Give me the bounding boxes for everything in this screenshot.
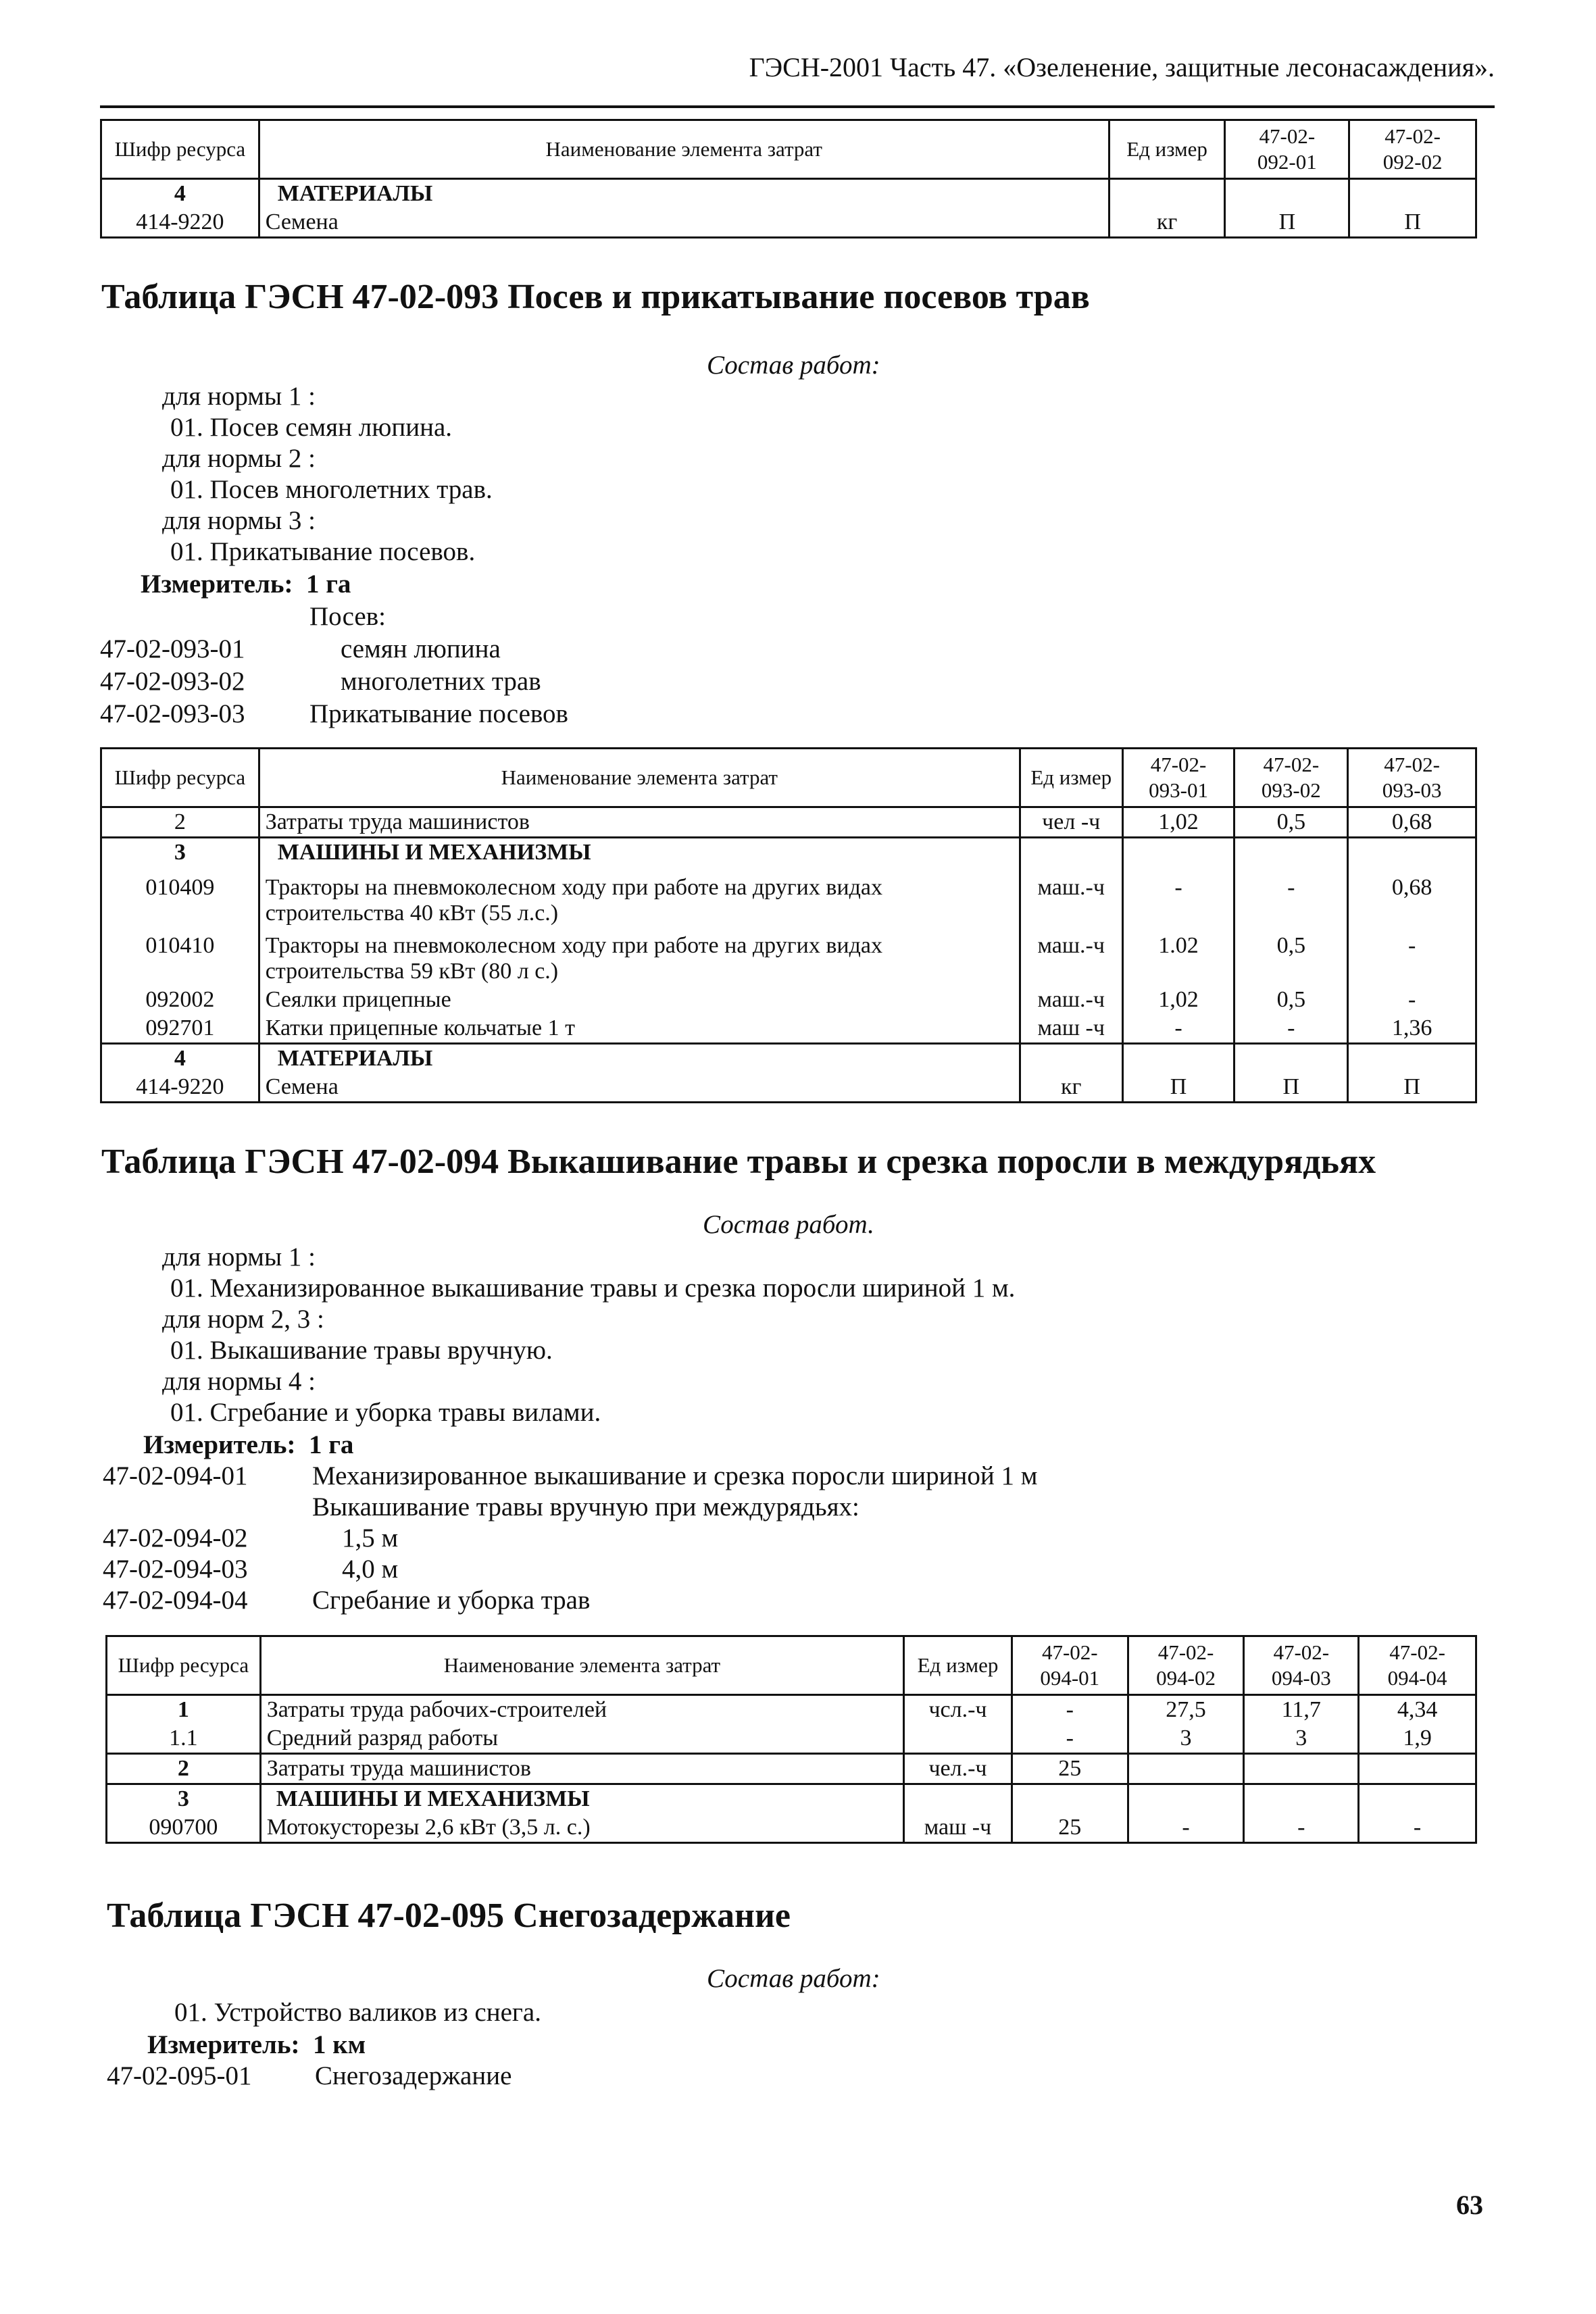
step-line: 01. Устройство валиков из снега. (174, 1998, 541, 2027)
value-cell: 1,36 (1348, 1014, 1476, 1044)
resource-code: 3 (101, 838, 259, 867)
col-header-norm: 47-02- 092-02 (1349, 120, 1476, 179)
unit-cell: чел.-ч (904, 1754, 1012, 1784)
step-line: 01. Выкашивание травы вручную. (170, 1336, 553, 1365)
value-cell: 27,5 (1128, 1695, 1244, 1725)
unit-cell: маш.-ч (1020, 867, 1122, 928)
table-row (101, 1044, 1476, 1074)
col-header-norm: 47-02- 092-01 (1225, 120, 1349, 179)
step-line: для нормы 3 : (162, 506, 316, 535)
table-092 (100, 119, 1477, 238)
table-row (101, 179, 1476, 209)
col-header-name: Наименование элемента затрат (259, 749, 1020, 807)
section-title: МАШИНЫ И МЕХАНИЗМЫ (260, 1784, 903, 1814)
norm-name: 1,5 м (342, 1524, 399, 1553)
header-rule (100, 105, 1495, 108)
resource-name: Тракторы на пневмоколесном ходу при работе на других видах строительства 59 кВт (80 л с.) (259, 928, 1020, 986)
value-cell: 1,02 (1122, 986, 1235, 1014)
value-cell (1225, 179, 1349, 209)
value-cell: - (1122, 1014, 1235, 1044)
step-line: 01. Посев многолетних трав. (170, 475, 493, 504)
unit-cell: маш -ч (904, 1813, 1012, 1843)
col-header-code: Шифр ресурса (101, 749, 259, 807)
value-cell (1128, 1784, 1244, 1814)
norm-name: многолетних трав (341, 667, 541, 696)
resource-code: 2 (107, 1754, 261, 1784)
value-cell (1359, 1784, 1476, 1814)
unit-cell: чел -ч (1020, 807, 1122, 838)
step-line: 01. Посев семян люпина. (170, 413, 453, 442)
value-cell (1348, 838, 1476, 867)
table-row (101, 1073, 1476, 1103)
norm-name: Прикатывание посевов (309, 699, 568, 728)
value-cell: 1,02 (1122, 807, 1235, 838)
value-cell: 11,7 (1244, 1695, 1359, 1725)
unit-cell: маш.-ч (1020, 928, 1122, 986)
value-cell (1359, 1754, 1476, 1784)
table-row (101, 1014, 1476, 1044)
section-title: МАТЕРИАЛЫ (259, 179, 1109, 209)
step-line: для норм 2, 3 : (162, 1305, 324, 1334)
step-line: 01. Сгребание и уборка травы вилами. (170, 1398, 601, 1427)
table-093 (100, 747, 1477, 1103)
value-cell (1235, 838, 1348, 867)
col-header-unit: Ед измер (904, 1636, 1012, 1695)
norm-code: 47-02-094-02 (103, 1524, 248, 1553)
value-cell: П (1225, 208, 1349, 238)
value-cell (1012, 1784, 1128, 1814)
unit-cell (1020, 838, 1122, 867)
value-cell: - (1235, 867, 1348, 928)
value-cell: - (1348, 928, 1476, 986)
resource-code: 4 (101, 1044, 259, 1074)
table-row (107, 1784, 1476, 1814)
col-header-norm: 47-02- 094-02 (1128, 1636, 1244, 1695)
norm-code: 47-02-093-03 (100, 699, 245, 728)
unit-cell (1109, 179, 1225, 209)
unit-cell: чсл.-ч (904, 1695, 1012, 1725)
resource-name: Затраты труда машинистов (260, 1754, 903, 1784)
work-composition-heading: Состав работ. (703, 1210, 874, 1239)
value-cell: П (1349, 208, 1476, 238)
table-094 (105, 1635, 1477, 1844)
value-cell: 0,5 (1235, 928, 1348, 986)
resource-code: 090700 (107, 1813, 261, 1843)
col-header-norm: 47-02- 093-02 (1235, 749, 1348, 807)
value-cell: 0,68 (1348, 807, 1476, 838)
col-header-name: Наименование элемента затрат (259, 120, 1109, 179)
resource-code: 010410 (101, 928, 259, 986)
col-header-code: Шифр ресурса (101, 120, 259, 179)
step-line: 01. Механизированное выкашивание травы и срезка поросли шириной 1 м. (170, 1274, 1016, 1303)
resource-code: 092701 (101, 1014, 259, 1044)
col-header-norm: 47-02- 093-01 (1122, 749, 1235, 807)
value-cell: 3 (1128, 1724, 1244, 1754)
value-cell: 0,5 (1235, 807, 1348, 838)
value-cell: 4,34 (1359, 1695, 1476, 1725)
value-cell: 1.02 (1122, 928, 1235, 986)
resource-name: Мотокусторезы 2,6 кВт (3,5 л. с.) (260, 1813, 903, 1843)
resource-code: 010409 (101, 867, 259, 928)
norm-name: Снегозадержание (315, 2061, 512, 2090)
value-cell (1244, 1754, 1359, 1784)
col-header-norm: 47-02- 093-03 (1348, 749, 1476, 807)
resource-name: Семена (259, 1073, 1020, 1103)
norm-group-label: Выкашивание травы вручную при междурядьях: (312, 1492, 859, 1521)
value-cell (1348, 1044, 1476, 1074)
unit-cell: маш -ч (1020, 1014, 1122, 1044)
value-cell: - (1244, 1813, 1359, 1843)
value-cell: 1,9 (1359, 1724, 1476, 1754)
step-line: для нормы 1 : (162, 382, 316, 411)
table-row (101, 986, 1476, 1014)
work-composition-heading: Состав работ: (707, 351, 880, 380)
unit-cell (904, 1724, 1012, 1754)
step-line: для нормы 4 : (162, 1367, 316, 1396)
resource-code: 2 (101, 807, 259, 838)
resource-name: Катки прицепные кольчатые 1 т (259, 1014, 1020, 1044)
col-header-unit: Ед измер (1020, 749, 1122, 807)
norm-code: 47-02-095-01 (107, 2061, 252, 2090)
norm-code: 47-02-094-04 (103, 1586, 248, 1615)
value-cell: - (1348, 986, 1476, 1014)
value-cell: - (1235, 1014, 1348, 1044)
norm-group-label: Посев: (309, 602, 386, 631)
col-header-norm: 47-02- 094-01 (1012, 1636, 1128, 1695)
resource-name: Затраты труда рабочих-строителей (260, 1695, 903, 1725)
table-row (107, 1813, 1476, 1843)
unit-cell: маш.-ч (1020, 986, 1122, 1014)
measure-line: Измеритель: 1 га (141, 570, 351, 599)
col-header-name: Наименование элемента затрат (260, 1636, 903, 1695)
col-header-code: Шифр ресурса (107, 1636, 261, 1695)
measure-line: Измеритель: 1 га (143, 1430, 354, 1459)
value-cell (1349, 179, 1476, 209)
norm-name: семян люпина (341, 634, 501, 663)
value-cell: - (1012, 1724, 1128, 1754)
section-title: МАШИНЫ И МЕХАНИЗМЫ (259, 838, 1020, 867)
norm-code: 47-02-093-01 (100, 634, 245, 663)
value-cell: 0,5 (1235, 986, 1348, 1014)
norm-name: Механизированное выкашивание и срезка поросли шириной 1 м (312, 1461, 1038, 1490)
resource-code: 3 (107, 1784, 261, 1814)
resource-code: 1.1 (107, 1724, 261, 1754)
section-title: МАТЕРИАЛЫ (259, 1044, 1020, 1074)
resource-name: Затраты труда машинистов (259, 807, 1020, 838)
value-cell: П (1235, 1073, 1348, 1103)
value-cell: 25 (1012, 1754, 1128, 1784)
table-row (107, 1754, 1476, 1784)
resource-name: Семена (259, 208, 1109, 238)
resource-name: Средний разряд работы (260, 1724, 903, 1754)
table-093-title: Таблица ГЭСН 47-02-093 Посев и прикатывание посевов трав (101, 278, 1090, 316)
value-cell: 25 (1012, 1813, 1128, 1843)
resource-code: 092002 (101, 986, 259, 1014)
work-composition-heading: Состав работ: (707, 1964, 880, 1993)
table-row (107, 1695, 1476, 1725)
resource-name: Сеялки прицепные (259, 986, 1020, 1014)
page-header: ГЭСН-2001 Часть 47. «Озеленение, защитные лесонасаждения». (749, 52, 1495, 82)
step-line: для нормы 2 : (162, 444, 316, 473)
unit-cell (904, 1784, 1012, 1814)
value-cell (1122, 1044, 1235, 1074)
value-cell: П (1348, 1073, 1476, 1103)
col-header-unit: Ед измер (1109, 120, 1225, 179)
resource-code: 414-9220 (101, 208, 259, 238)
table-row (101, 928, 1476, 986)
value-cell (1122, 838, 1235, 867)
resource-code: 414-9220 (101, 1073, 259, 1103)
page-number: 63 (1456, 2190, 1483, 2220)
unit-cell: кг (1020, 1073, 1122, 1103)
resource-code: 4 (101, 179, 259, 209)
value-cell: - (1128, 1813, 1244, 1843)
value-cell (1244, 1784, 1359, 1814)
step-line: для нормы 1 : (162, 1242, 316, 1272)
value-cell (1128, 1754, 1244, 1784)
unit-cell (1020, 1044, 1122, 1074)
norm-name: 4,0 м (342, 1555, 399, 1584)
step-line: 01. Прикатывание посевов. (170, 537, 476, 566)
resource-code: 1 (107, 1695, 261, 1725)
value-cell: - (1359, 1813, 1476, 1843)
value-cell: 0,68 (1348, 867, 1476, 928)
value-cell: 3 (1244, 1724, 1359, 1754)
norm-code: 47-02-093-02 (100, 667, 245, 696)
value-cell: - (1012, 1695, 1128, 1725)
table-094-title: Таблица ГЭСН 47-02-094 Выкашивание травы и срезка поросли в междурядьях (101, 1142, 1376, 1181)
norm-code: 47-02-094-01 (103, 1461, 248, 1490)
norm-code: 47-02-094-03 (103, 1555, 248, 1584)
norm-name: Сгребание и уборка трав (312, 1586, 591, 1615)
unit-cell: кг (1109, 208, 1225, 238)
value-cell (1235, 1044, 1348, 1074)
table-row (107, 1724, 1476, 1754)
value-cell: - (1122, 867, 1235, 928)
table-row (101, 838, 1476, 867)
col-header-norm: 47-02- 094-04 (1359, 1636, 1476, 1695)
table-row (101, 807, 1476, 838)
table-095-title: Таблица ГЭСН 47-02-095 Снегозадержание (107, 1896, 791, 1935)
col-header-norm: 47-02- 094-03 (1244, 1636, 1359, 1695)
measure-line: Измеритель: 1 км (147, 2030, 366, 2059)
table-row (101, 867, 1476, 928)
resource-name: Тракторы на пневмоколесном ходу при работе на других видах строительства 40 кВт (55 л.с.) (259, 867, 1020, 928)
table-row (101, 208, 1476, 238)
value-cell: П (1122, 1073, 1235, 1103)
